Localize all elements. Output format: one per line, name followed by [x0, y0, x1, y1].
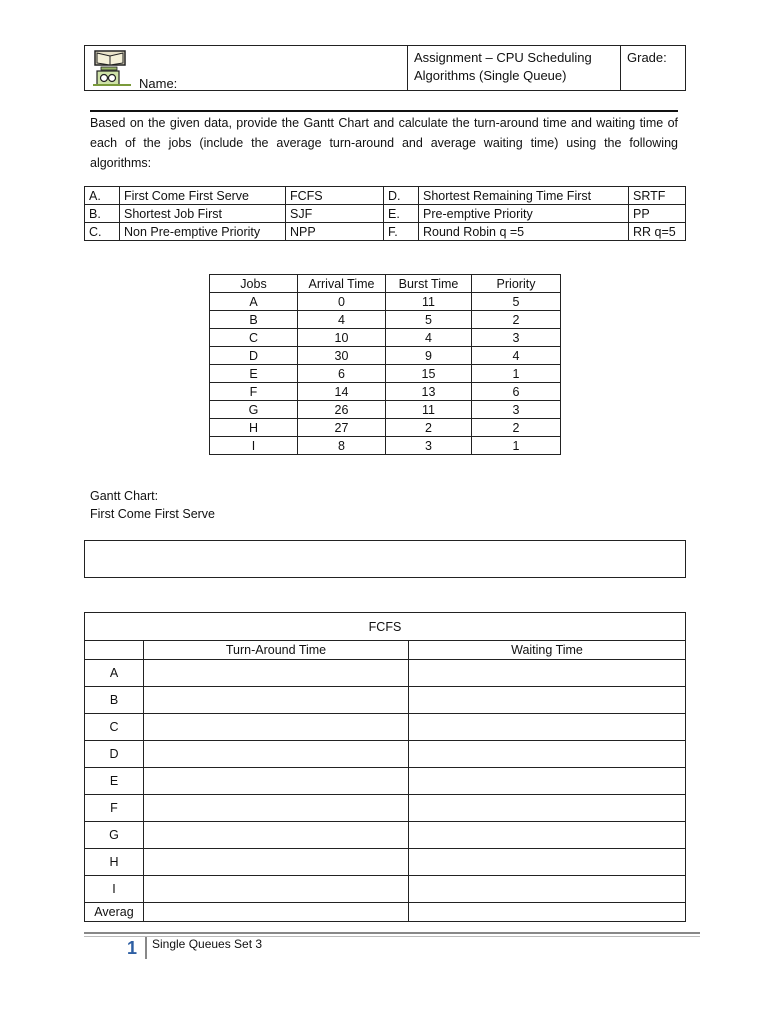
footer-rule — [84, 932, 700, 934]
jobs-header-cell: Burst Time — [386, 275, 472, 293]
jobs-cell: G — [210, 401, 298, 419]
fcfs-turnaround-cell[interactable] — [144, 849, 409, 876]
footer-separator — [145, 937, 147, 959]
fcfs-average-row — [85, 903, 686, 922]
algorithm-abbr: FCFS — [286, 187, 384, 205]
algorithm-letter: C. — [85, 223, 120, 241]
page-number: 1 — [127, 938, 138, 958]
fcfs-job-label: A — [85, 660, 144, 687]
fcfs-job-label: F — [85, 795, 144, 822]
fcfs-row — [85, 795, 686, 822]
jobs-cell: 5 — [386, 311, 472, 329]
algorithm-row — [85, 223, 686, 241]
algorithm-letter2: D. — [384, 187, 419, 205]
jobs-cell: 1 — [472, 365, 561, 383]
jobs-cell: 5 — [472, 293, 561, 311]
fcfs-waiting-cell[interactable] — [409, 660, 686, 687]
jobs-cell: 13 — [386, 383, 472, 401]
fcfs-average-waiting-cell[interactable] — [409, 903, 686, 922]
jobs-cell: 14 — [298, 383, 386, 401]
gantt-label: Gantt Chart: — [90, 489, 159, 503]
fcfs-waiting-cell[interactable] — [409, 768, 686, 795]
fcfs-job-label: I — [85, 876, 144, 903]
algorithm-name2: Shortest Remaining Time First — [419, 187, 629, 205]
fcfs-row — [85, 741, 686, 768]
fcfs-job-label: C — [85, 714, 144, 741]
jobs-cell: A — [210, 293, 298, 311]
jobs-row — [210, 329, 561, 347]
jobs-cell: B — [210, 311, 298, 329]
fcfs-row — [85, 849, 686, 876]
jobs-header-cell: Priority — [472, 275, 561, 293]
jobs-cell: 26 — [298, 401, 386, 419]
jobs-cell: H — [210, 419, 298, 437]
jobs-row — [210, 365, 561, 383]
fcfs-turnaround-cell[interactable] — [144, 660, 409, 687]
algorithm-abbr: NPP — [286, 223, 384, 241]
header-table — [84, 45, 686, 91]
jobs-cell: 10 — [298, 329, 386, 347]
fcfs-row — [85, 822, 686, 849]
fcfs-row — [85, 687, 686, 714]
algorithm-letter: B. — [85, 205, 120, 223]
fcfs-corner-cell — [85, 641, 144, 660]
jobs-cell: D — [210, 347, 298, 365]
algorithm-abbr2: SRTF — [629, 187, 686, 205]
name-cell — [85, 46, 408, 91]
jobs-cell: 4 — [298, 311, 386, 329]
jobs-cell: 3 — [472, 329, 561, 347]
fcfs-job-label: H — [85, 849, 144, 876]
jobs-cell: 6 — [472, 383, 561, 401]
jobs-cell: 3 — [472, 401, 561, 419]
gantt-algorithm: First Come First Serve — [90, 507, 216, 521]
algorithm-letter2: F. — [384, 223, 419, 241]
fcfs-col-turnaround: Turn-Around Time — [144, 641, 409, 660]
fcfs-turnaround-cell[interactable] — [144, 876, 409, 903]
fcfs-title: FCFS — [85, 613, 686, 641]
fcfs-col-waiting: Waiting Time — [409, 641, 686, 660]
jobs-cell: 3 — [386, 437, 472, 455]
fcfs-turnaround-cell[interactable] — [144, 795, 409, 822]
jobs-cell: 0 — [298, 293, 386, 311]
jobs-cell: 1 — [472, 437, 561, 455]
jobs-row — [210, 347, 561, 365]
jobs-cell: F — [210, 383, 298, 401]
jobs-header-cell: Jobs — [210, 275, 298, 293]
gantt-chart-box[interactable] — [84, 540, 686, 578]
fcfs-turnaround-cell[interactable] — [144, 687, 409, 714]
jobs-header-cell: Arrival Time — [298, 275, 386, 293]
algorithm-row — [85, 187, 686, 205]
fcfs-waiting-cell[interactable] — [409, 687, 686, 714]
fcfs-job-label: E — [85, 768, 144, 795]
fcfs-row — [85, 876, 686, 903]
assignment-title: Assignment – CPU Scheduling Algorithms (Single Queue) — [408, 46, 621, 91]
fcfs-table — [84, 612, 686, 922]
jobs-cell: E — [210, 365, 298, 383]
jobs-row — [210, 401, 561, 419]
jobs-cell: 11 — [386, 401, 472, 419]
jobs-cell: 30 — [298, 347, 386, 365]
fcfs-waiting-cell[interactable] — [409, 822, 686, 849]
jobs-cell: C — [210, 329, 298, 347]
algorithm-letter: A. — [85, 187, 120, 205]
jobs-cell: 2 — [386, 419, 472, 437]
algorithm-abbr2: PP — [629, 205, 686, 223]
jobs-row — [210, 383, 561, 401]
fcfs-turnaround-cell[interactable] — [144, 714, 409, 741]
fcfs-job-label: G — [85, 822, 144, 849]
computer-logo-icon — [91, 47, 135, 87]
jobs-table — [209, 274, 561, 455]
fcfs-waiting-cell[interactable] — [409, 849, 686, 876]
jobs-cell: 2 — [472, 311, 561, 329]
fcfs-turnaround-cell[interactable] — [144, 822, 409, 849]
fcfs-waiting-cell[interactable] — [409, 795, 686, 822]
jobs-row — [210, 311, 561, 329]
jobs-cell: 4 — [472, 347, 561, 365]
jobs-row — [210, 437, 561, 455]
fcfs-turnaround-cell[interactable] — [144, 768, 409, 795]
algorithm-name2: Pre-emptive Priority — [419, 205, 629, 223]
fcfs-row — [85, 660, 686, 687]
grade-label: Grade: — [621, 46, 686, 91]
horizontal-rule — [90, 110, 678, 112]
jobs-row — [210, 293, 561, 311]
algorithm-name: First Come First Serve — [120, 187, 286, 205]
jobs-cell: 2 — [472, 419, 561, 437]
jobs-cell: 8 — [298, 437, 386, 455]
fcfs-average-label: Averag — [85, 903, 144, 922]
jobs-cell: 9 — [386, 347, 472, 365]
jobs-cell: 15 — [386, 365, 472, 383]
fcfs-job-label: D — [85, 741, 144, 768]
fcfs-average-turnaround-cell[interactable] — [144, 903, 409, 922]
jobs-cell: I — [210, 437, 298, 455]
jobs-cell: 11 — [386, 293, 472, 311]
instructions-paragraph: Based on the given data, provide the Gantt Chart and calculate the turn-around time and waiting time of each of the jobs (include the average turn-around and average waiting time) using the following algorithms: — [90, 116, 678, 170]
fcfs-waiting-cell[interactable] — [409, 876, 686, 903]
fcfs-row — [85, 768, 686, 795]
jobs-cell: 6 — [298, 365, 386, 383]
algorithm-letter2: E. — [384, 205, 419, 223]
algorithm-row — [85, 205, 686, 223]
fcfs-waiting-cell[interactable] — [409, 741, 686, 768]
algorithm-abbr2: RR q=5 — [629, 223, 686, 241]
algorithm-name: Shortest Job First — [120, 205, 286, 223]
fcfs-waiting-cell[interactable] — [409, 714, 686, 741]
algorithm-abbr: SJF — [286, 205, 384, 223]
fcfs-row — [85, 714, 686, 741]
algorithm-name: Non Pre-emptive Priority — [120, 223, 286, 241]
jobs-row — [210, 419, 561, 437]
jobs-cell: 4 — [386, 329, 472, 347]
jobs-cell: 27 — [298, 419, 386, 437]
fcfs-job-label: B — [85, 687, 144, 714]
gantt-heading — [90, 487, 215, 523]
fcfs-turnaround-cell[interactable] — [144, 741, 409, 768]
algorithm-name2: Round Robin q =5 — [419, 223, 629, 241]
footer-text: Single Queues Set 3 — [152, 937, 263, 951]
name-label: Name: — [139, 76, 178, 91]
algorithms-table — [84, 186, 686, 241]
